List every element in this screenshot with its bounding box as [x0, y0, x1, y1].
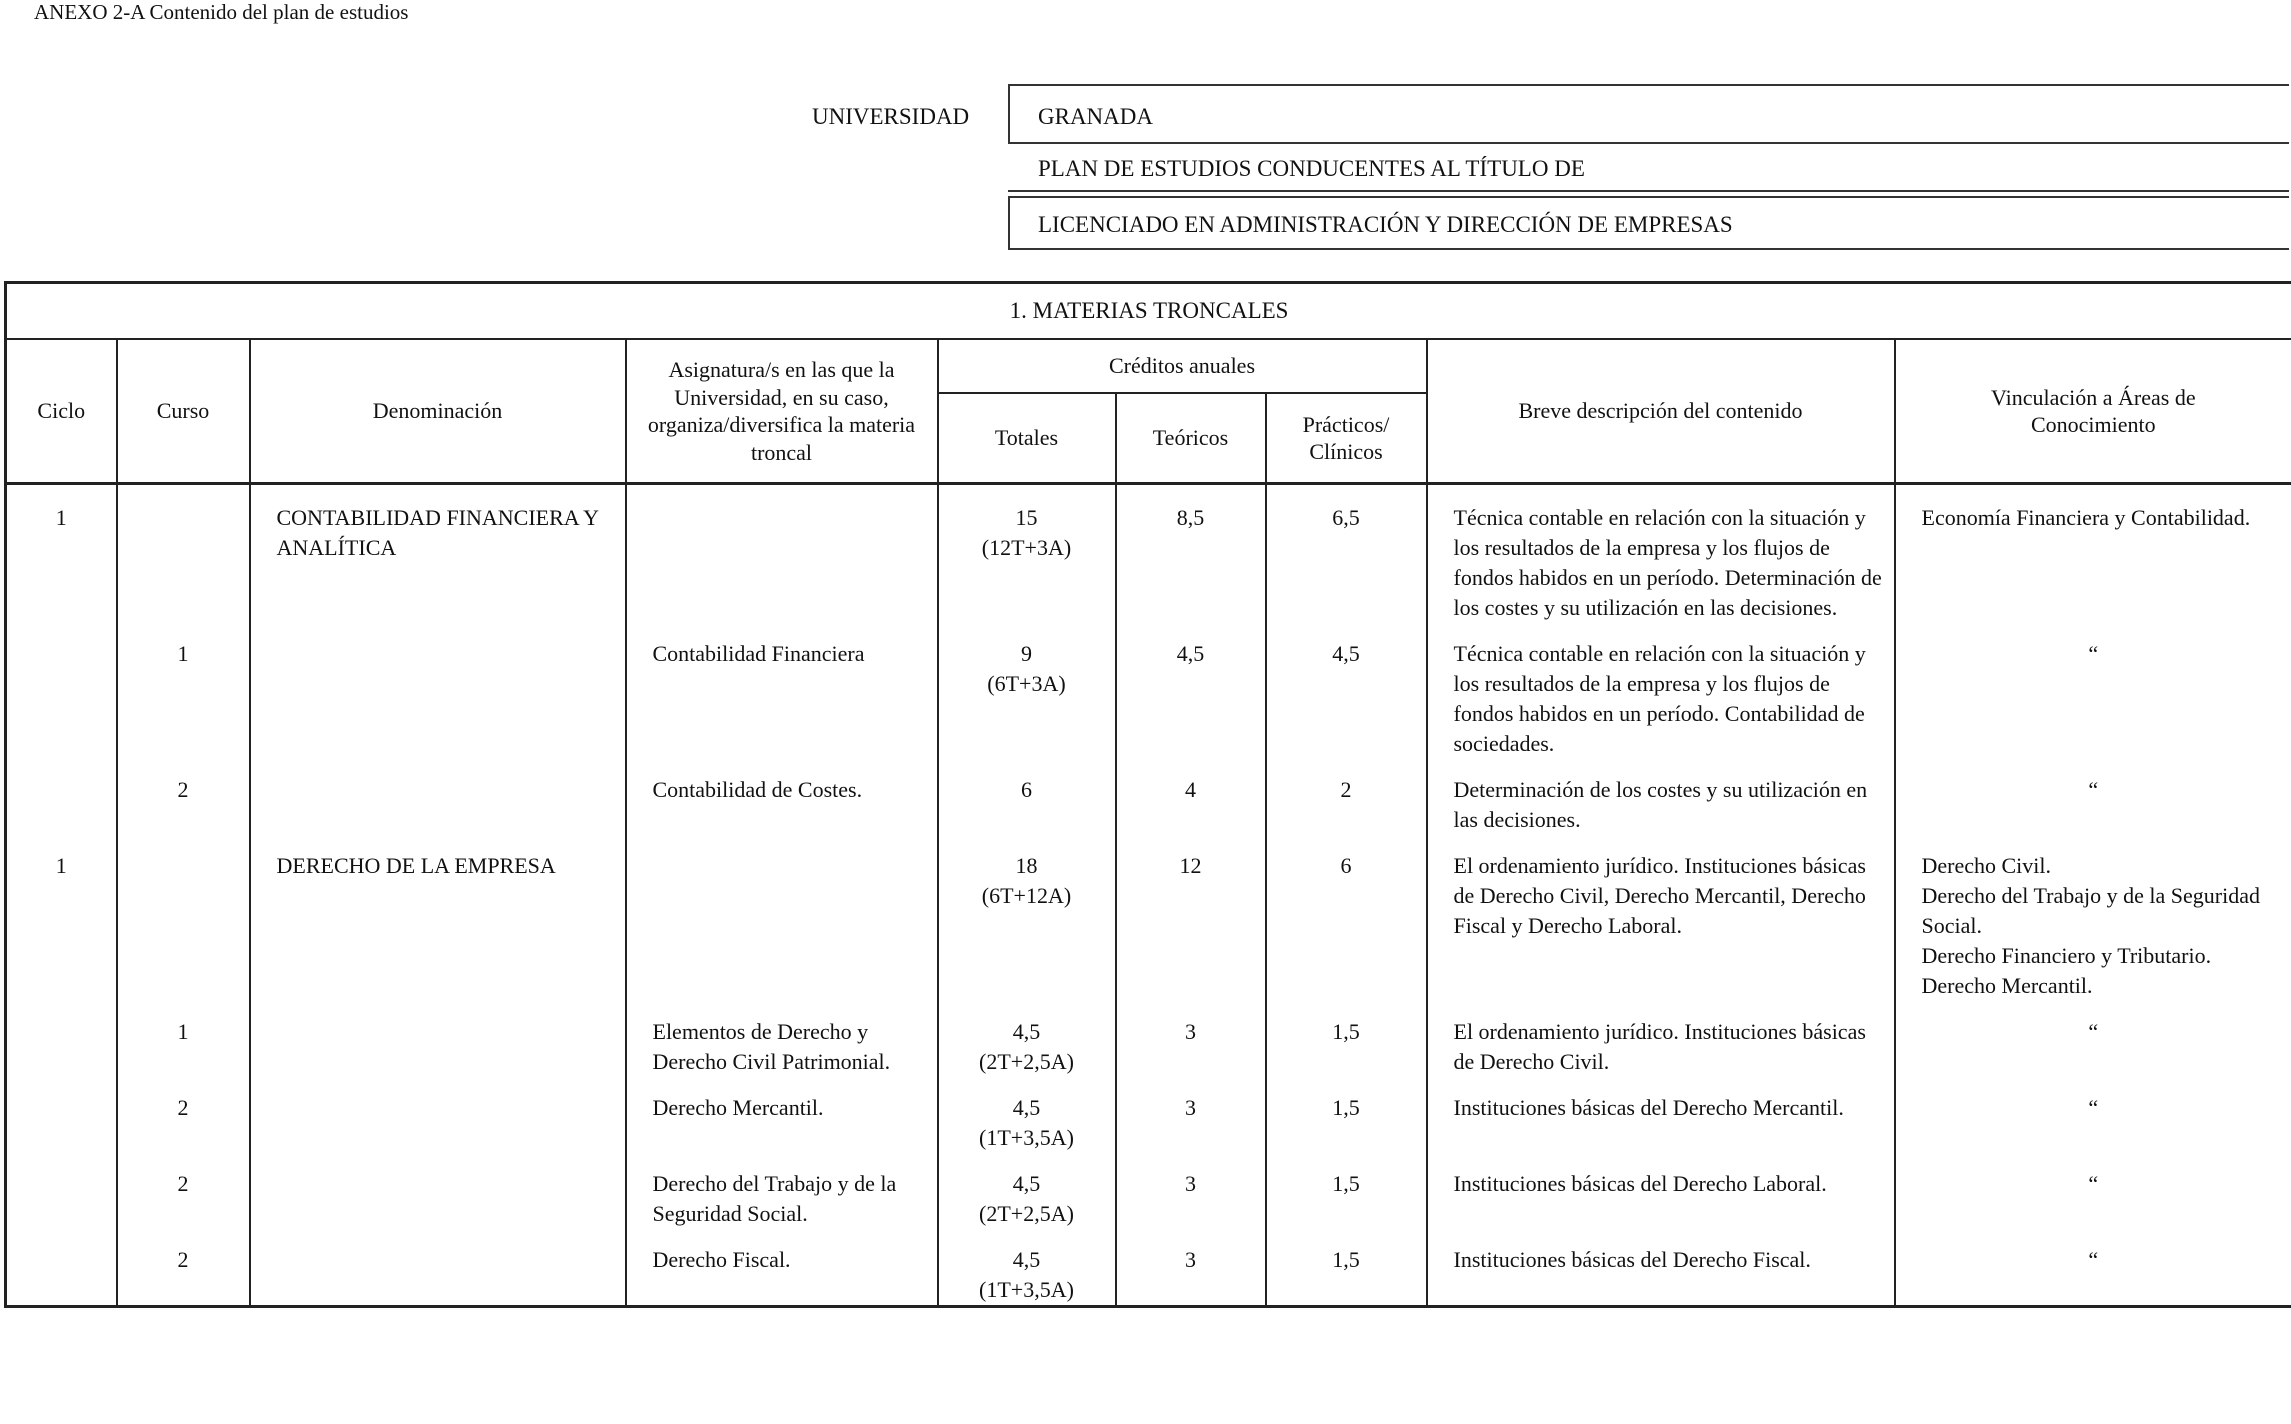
plan-label-box — [1008, 150, 2289, 192]
degree-box — [1008, 196, 2289, 250]
descripcion-cell: Determinación de los costes y su utilización en las decisiones. — [1427, 759, 1895, 835]
denominacion-cell — [250, 1077, 626, 1153]
teoricos-cell: 3 — [1116, 1077, 1266, 1153]
asignatura-cell: Contabilidad de Costes. — [626, 759, 938, 835]
vinculacion-cell: “ — [1895, 1001, 2291, 1077]
col-descripcion-header: Breve descripción del contenido — [1427, 339, 1895, 484]
totales-detail: (1T+3,5A) — [979, 1125, 1074, 1150]
table-row — [6, 1153, 2291, 1229]
totales-cell — [938, 1229, 1116, 1307]
totales-cell — [938, 1001, 1116, 1077]
totales-value: 15 — [1015, 505, 1038, 530]
col-curso-header: Curso — [117, 339, 250, 484]
table-title: 1. MATERIAS TRONCALES — [6, 283, 2291, 340]
table-row — [6, 835, 2291, 1001]
totales-cell — [938, 759, 1116, 835]
denominacion-cell — [250, 1229, 626, 1307]
ciclo-cell — [6, 759, 117, 835]
asignatura-cell — [626, 835, 938, 1001]
col-vinculacion-header: Vinculación a Áreas de Conocimiento — [1895, 339, 2291, 484]
table-row — [6, 1077, 2291, 1153]
descripcion-cell: El ordenamiento jurídico. Instituciones básicas de Derecho Civil, Derecho Mercantil, Derecho Fiscal y Derecho Laboral. — [1427, 835, 1895, 1001]
totales-detail: (12T+3A) — [981, 535, 1072, 560]
teoricos-cell: 3 — [1116, 1153, 1266, 1229]
descripcion-cell: Instituciones básicas del Derecho Mercantil. — [1427, 1077, 1895, 1153]
totales-detail: (2T+2,5A) — [979, 1201, 1074, 1226]
descripcion-cell: Técnica contable en relación con la situación y los resultados de la empresa y los flujos de fondos habidos en un período. Determinación de los costes y su utilización en las decisiones. — [1427, 484, 1895, 624]
practicos-cell: 2 — [1266, 759, 1427, 835]
col-creditos-group-header: Créditos anuales — [938, 339, 1427, 393]
col-teoricos-header: Teóricos — [1116, 393, 1266, 484]
vinculacion-cell: “ — [1895, 623, 2291, 759]
col-practicos-header: Prácticos/ Clínicos — [1266, 393, 1427, 484]
table-row — [6, 759, 2291, 835]
totales-cell — [938, 1077, 1116, 1153]
practicos-cell: 1,5 — [1266, 1153, 1427, 1229]
curso-cell: 2 — [117, 759, 250, 835]
denominacion-cell: DERECHO DE LA EMPRESA — [250, 835, 626, 1001]
totales-value: 18 — [1015, 853, 1038, 878]
col-totales-header: Totales — [938, 393, 1116, 484]
totales-value: 4,5 — [1012, 1247, 1041, 1272]
descripcion-cell: Instituciones básicas del Derecho Laboral. — [1427, 1153, 1895, 1229]
ciclo-cell: 1 — [6, 484, 117, 624]
ciclo-cell: 1 — [6, 835, 117, 1001]
curso-cell: 2 — [117, 1153, 250, 1229]
ciclo-cell — [6, 623, 117, 759]
table-row — [6, 484, 2291, 624]
curso-cell: 2 — [117, 1077, 250, 1153]
totales-value: 9 — [1021, 641, 1032, 666]
asignatura-cell: Derecho del Trabajo y de la Seguridad Social. — [626, 1153, 938, 1229]
teoricos-cell: 12 — [1116, 835, 1266, 1001]
curso-cell: 1 — [117, 1001, 250, 1077]
totales-detail: (2T+2,5A) — [979, 1049, 1074, 1074]
totales-cell — [938, 484, 1116, 624]
curso-cell: 1 — [117, 623, 250, 759]
totales-detail: (6T+3A) — [987, 671, 1066, 696]
university-box — [1008, 84, 2289, 144]
table-body — [6, 484, 2291, 1307]
university-label: UNIVERSIDAD — [812, 104, 970, 129]
totales-value: 6 — [1021, 777, 1032, 802]
ciclo-cell — [6, 1153, 117, 1229]
practicos-cell: 6,5 — [1266, 484, 1427, 624]
materias-troncales-table — [4, 281, 2291, 1308]
teoricos-cell: 4 — [1116, 759, 1266, 835]
descripcion-cell: Instituciones básicas del Derecho Fiscal. — [1427, 1229, 1895, 1307]
asignatura-cell: Contabilidad Financiera — [626, 623, 938, 759]
totales-value: 4,5 — [1012, 1171, 1041, 1196]
denominacion-cell: CONTABILIDAD FINANCIERA Y ANALÍTICA — [250, 484, 626, 624]
denominacion-cell — [250, 1153, 626, 1229]
vinculacion-cell: Derecho Civil. Derecho del Trabajo y de la Seguridad Social. Derecho Financiero y Tributario. Derecho Mercantil. — [1895, 835, 2291, 1001]
denominacion-cell — [250, 623, 626, 759]
ciclo-cell — [6, 1077, 117, 1153]
ciclo-cell — [6, 1001, 117, 1077]
descripcion-cell: El ordenamiento jurídico. Instituciones básicas de Derecho Civil. — [1427, 1001, 1895, 1077]
practicos-cell: 1,5 — [1266, 1077, 1427, 1153]
plan-label: PLAN DE ESTUDIOS CONDUCENTES AL TÍTULO DE — [1038, 156, 1585, 181]
descripcion-cell: Técnica contable en relación con la situación y los resultados de la empresa y los flujos de fondos habidos en un período. Contabilidad de sociedades. — [1427, 623, 1895, 759]
asignatura-cell: Derecho Fiscal. — [626, 1229, 938, 1307]
vinculacion-cell: “ — [1895, 1077, 2291, 1153]
annex-title: ANEXO 2-A Contenido del plan de estudios — [34, 0, 409, 24]
practicos-cell: 1,5 — [1266, 1001, 1427, 1077]
asignatura-cell: Elementos de Derecho y Derecho Civil Patrimonial. — [626, 1001, 938, 1077]
teoricos-cell: 4,5 — [1116, 623, 1266, 759]
col-ciclo-header: Ciclo — [6, 339, 117, 484]
practicos-cell: 6 — [1266, 835, 1427, 1001]
asignatura-cell — [626, 484, 938, 624]
table-row — [6, 623, 2291, 759]
col-asignatura-header: Asignatura/s en las que la Universidad, en su caso, organiza/diversifica la materia troncal — [626, 339, 938, 484]
degree-value: LICENCIADO EN ADMINISTRACIÓN Y DIRECCIÓN DE EMPRESAS — [1038, 212, 1733, 237]
totales-cell — [938, 835, 1116, 1001]
denominacion-cell — [250, 759, 626, 835]
asignatura-cell: Derecho Mercantil. — [626, 1077, 938, 1153]
col-denominacion-header: Denominación — [250, 339, 626, 484]
table-row — [6, 1229, 2291, 1307]
practicos-cell: 4,5 — [1266, 623, 1427, 759]
table-row — [6, 1001, 2291, 1077]
vinculacion-cell: Economía Financiera y Contabilidad. — [1895, 484, 2291, 624]
teoricos-cell: 8,5 — [1116, 484, 1266, 624]
teoricos-cell: 3 — [1116, 1229, 1266, 1307]
university-value: GRANADA — [1038, 104, 1153, 129]
totales-detail: (6T+12A) — [981, 883, 1072, 908]
vinculacion-cell: “ — [1895, 1229, 2291, 1307]
totales-value: 4,5 — [1012, 1019, 1041, 1044]
vinculacion-cell: “ — [1895, 759, 2291, 835]
totales-cell — [938, 623, 1116, 759]
curso-cell: 2 — [117, 1229, 250, 1307]
curso-cell — [117, 484, 250, 624]
curso-cell — [117, 835, 250, 1001]
totales-detail: (1T+3,5A) — [979, 1277, 1074, 1302]
practicos-cell: 1,5 — [1266, 1229, 1427, 1307]
totales-value: 4,5 — [1012, 1095, 1041, 1120]
denominacion-cell — [250, 1001, 626, 1077]
totales-cell — [938, 1153, 1116, 1229]
ciclo-cell — [6, 1229, 117, 1307]
vinculacion-cell: “ — [1895, 1153, 2291, 1229]
teoricos-cell: 3 — [1116, 1001, 1266, 1077]
